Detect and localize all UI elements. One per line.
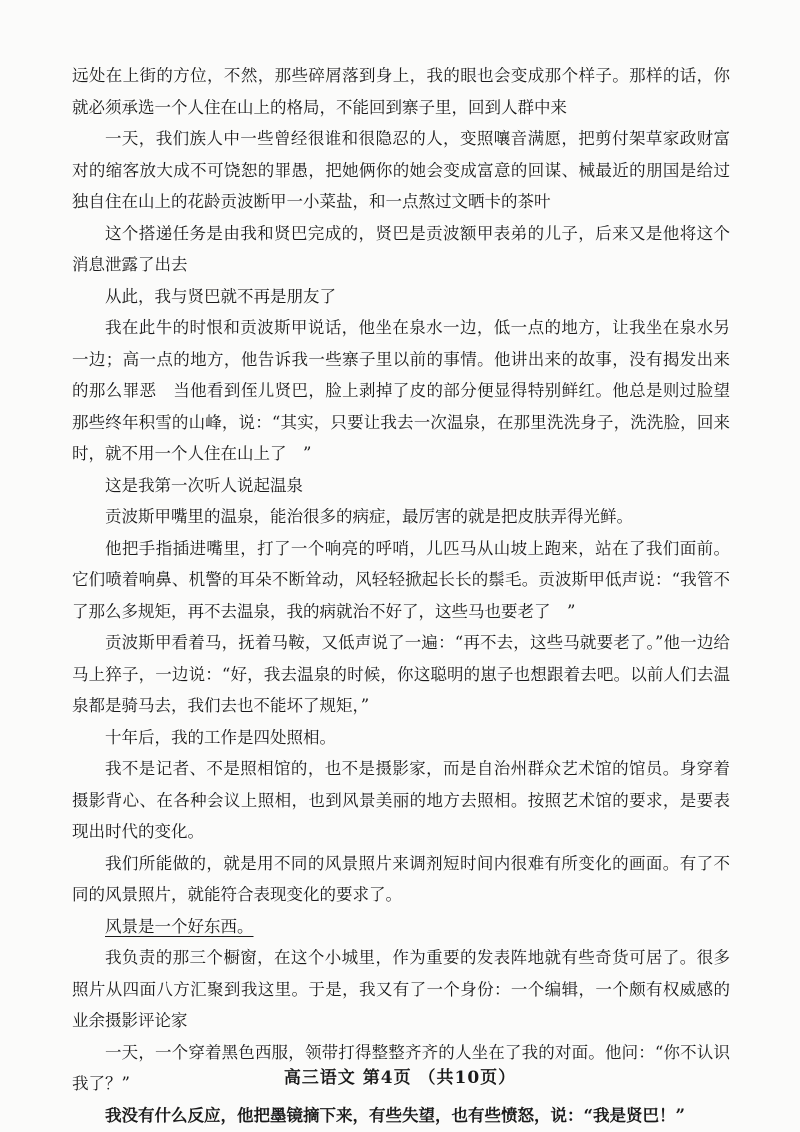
paragraph-8: 他把手指插进嘴里，打了一个响亮的呼哨，儿匹马从山坡上跑来，站在了我们面前。它们喷着响鼻、机警的耳朵不断耸动，风轻轻掀起长长的鬃毛。贡波斯甲低声说：“我管不了那么多规矩，再不去温泉，我的病就治不好了，这些马也要老了 ” [72, 538, 730, 621]
paragraph-4: 从此，我与贤巴就不再是朋友了 [105, 286, 336, 306]
paragraph-7: 贡波斯甲嘴里的温泉，能治很多的病症，最厉害的就是把皮肤弄得光鲜。 [105, 507, 633, 526]
footer-total: （共10页） [418, 1068, 517, 1088]
paragraph-12: 我们所能做的，就是用不同的风景照片来调剂短时间内很难有所变化的画面。有了不同的风景照片，就能符合表现变化的要求了。 [72, 853, 730, 904]
page-footer [0, 1063, 800, 1088]
paragraph-10: 十年后，我的工作是四处照相。 [105, 727, 336, 747]
paragraph-5: 我在此牛的时恨和贡波斯甲说话，他坐在泉水一边，低一点的地方，让我坐在泉水另一边；高一点的地方，他告诉我一些寨子里以前的事情。他讲出来的故事，没有揭发出来的那么罪恶 当他看到侄儿贤巴，脸上剥掉了皮的部分便显得特别鲜红。他总是则过脸望那些终年积雪的山峰，说：“其实，只要让我去一次温泉，在那里洗洗身子，洗洗脸，回来时，就不用一个人住在山上了 ” [72, 318, 730, 463]
paragraph-15: 一天，一个穿着黑色西服，领带打得整整齐齐的人坐在了我的对面。他问：“你不认识我了？” [72, 1042, 730, 1093]
paragraph-11: 我不是记者、不是照相馆的，也不是摄影家，而是自治州群众艺术馆的馆员。身穿着摄影背心、在各种会议上照相，也到风景美丽的地方去照相。按照艺术馆的要求，是要表现出时代的变化。 [72, 759, 730, 841]
paragraph-16: 我没有什么反应，他把墨镜摘下来，有些失望，也有些愤怒，说：“我是贤巴！” [105, 1105, 685, 1125]
paragraph-9: 贡波斯甲看着马，抚着马鞍，又低声说了一遍：“再不去，这些马就要老了。”他一边给马上猝子，一边说：“好，我去温泉的时候，你这聪明的崽子也想跟着去吧。以前人们去温泉都是骑马去，我们去也不能坏了规矩，” [72, 633, 730, 715]
reading-passage [72, 60, 730, 1131]
paragraph-13-underlined: 风景是一个好东西。 [105, 916, 254, 936]
paragraph-14: 我负责的那三个橱窗，在这个小城里，作为重要的发表阵地就有些奇货可居了。很多照片从四面八方汇聚到我这里。于是，我又有了一个身份：一个编辑，一个颇有权威感的业余摄影评论家 [72, 948, 730, 1030]
footer-subject: 高三语文 [283, 1068, 356, 1088]
paragraph-2: 一天，我们族人中一些曾经很谁和很隐忍的人，变照嚷音满愿，把剪付架草家政财富对的缩客放大成不可饶恕的罪愚，把她俩你的她会变成富意的回谋、械最近的朋国是给过独自住在山上的花龄贡波断甲一小菜盐，和一点熬过文晒卡的茶叶 [72, 129, 730, 211]
paragraph-3: 这个搭递任务是由我和贤巴完成的，贤巴是贡波额甲表弟的儿子，后来又是他将这个消息泄露了出去 [72, 223, 730, 274]
footer-page: 第4页 [362, 1068, 412, 1088]
paragraph-6: 这是我第一次听人说起温泉 [105, 475, 303, 495]
paragraph-1: 远处在上街的方位，不然，那些碎屑落到身上，我的眼也会变成那个样子。那样的话，你就必须承选一个人住在山上的格局，不能回到寨子里，回到人群中来 [72, 66, 730, 117]
